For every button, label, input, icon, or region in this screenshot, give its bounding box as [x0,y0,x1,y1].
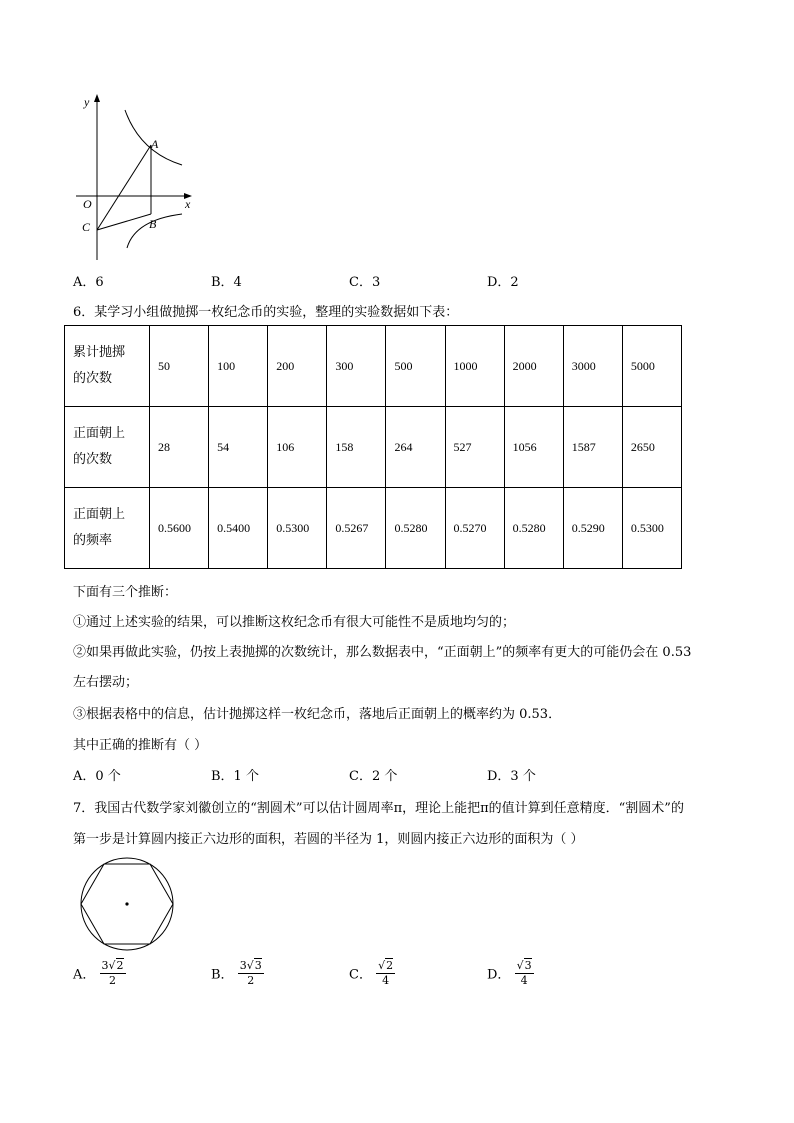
table-cell: 2000 [504,326,563,407]
q6-stem: 6．某学习小组做抛掷一枚纪念币的实验，整理的实验数据如下表： [73,305,459,320]
table-cell: 264 [386,407,445,488]
table-cell: 0.5290 [563,488,622,569]
q6-intro: 下面有三个推断： [73,585,178,600]
q6-question: 其中正确的推断有（ ） [73,738,208,753]
table-row [65,407,682,488]
label-a: A [151,137,159,151]
circle-hexagon-figure [71,856,185,954]
label-x: x [185,197,191,211]
table-cell: 200 [268,326,327,407]
label-origin: O [83,197,92,211]
q7-option-d[interactable]: D． $\frac{√3}{4}$ [487,959,532,987]
table-cell: 0.5300 [268,488,327,569]
row-header: 正面朝上 的频率 [65,488,150,569]
table-cell: 158 [327,407,386,488]
center-point [125,902,128,905]
y-axis-arrow [94,94,100,102]
q6-inference-1: ①通过上述实验的结果，可以推断这枚纪念币有很大可能性不是质地均匀的； [73,615,516,630]
table-cell: 500 [386,326,445,407]
q6-option-b[interactable]: B．1 个 [211,769,259,784]
q7-option-c[interactable]: C． $\frac{√2}{4}$ [349,959,394,987]
table-cell: 5000 [622,326,681,407]
q7-option-b[interactable]: B． $\frac{3√3}{2}$ [211,959,262,987]
q7-stem-line1: 7．我国古代数学家刘徽创立的“割圆术”可以估计圆周率π，理论上能把π的值计算到任意精度．“割圆术”的 [73,801,684,816]
row-header: 累计抛掷 的次数 [65,326,150,407]
q6-inference-3: ③根据表格中的信息，估计抛掷这样一枚纪念币，落地后正面朝上的概率约为 0.53． [73,707,562,722]
q7-option-a[interactable]: A． $\frac{3√2}{2}$ [73,959,124,987]
q5-option-c[interactable]: C．3 [349,275,381,290]
table-cell: 54 [209,407,268,488]
table-cell: 0.5280 [504,488,563,569]
q6-option-d[interactable]: D．3 个 [487,769,536,784]
table-cell: 0.5270 [445,488,504,569]
table-cell: 1000 [445,326,504,407]
table-cell: 1587 [563,407,622,488]
q5-option-b[interactable]: B．4 [211,275,242,290]
function-graph-figure [70,92,200,262]
table-cell: 0.5300 [622,488,681,569]
q5-option-d[interactable]: D．2 [487,275,519,290]
table-cell: 0.5267 [327,488,386,569]
label-b: B [149,217,157,231]
table-cell: 1056 [504,407,563,488]
q6-option-a[interactable]: A．0 个 [73,769,121,784]
table-cell: 3000 [563,326,622,407]
table-cell: 300 [327,326,386,407]
label-c: C [82,220,91,234]
table-row [65,326,682,407]
table-cell: 50 [150,326,209,407]
table-row [65,488,682,569]
q7-stem-line2: 第一步是计算圆内接正六边形的面积，若圆的半径为 1，则圆内接正六边形的面积为（ ） [73,832,584,847]
experiment-table [64,325,682,569]
q6-option-c[interactable]: C．2 个 [349,769,398,784]
q6-inference-2-line1: ②如果再做此实验，仍按上表抛掷的次数统计，那么数据表中，“正面朝上”的频率有更大的可能仍会在 0.53 [73,645,692,660]
q5-option-a[interactable]: A．6 [73,275,104,290]
table-cell: 0.5280 [386,488,445,569]
table-cell: 0.5600 [150,488,209,569]
row-header: 正面朝上 的次数 [65,407,150,488]
table-cell: 527 [445,407,504,488]
segment-ca [97,145,151,230]
table-cell: 100 [209,326,268,407]
table-cell: 0.5400 [209,488,268,569]
table-cell: 28 [150,407,209,488]
label-y: y [84,95,90,109]
q6-inference-2-line2: 左右摆动； [73,675,139,690]
table-cell: 2650 [622,407,681,488]
table-cell: 106 [268,407,327,488]
